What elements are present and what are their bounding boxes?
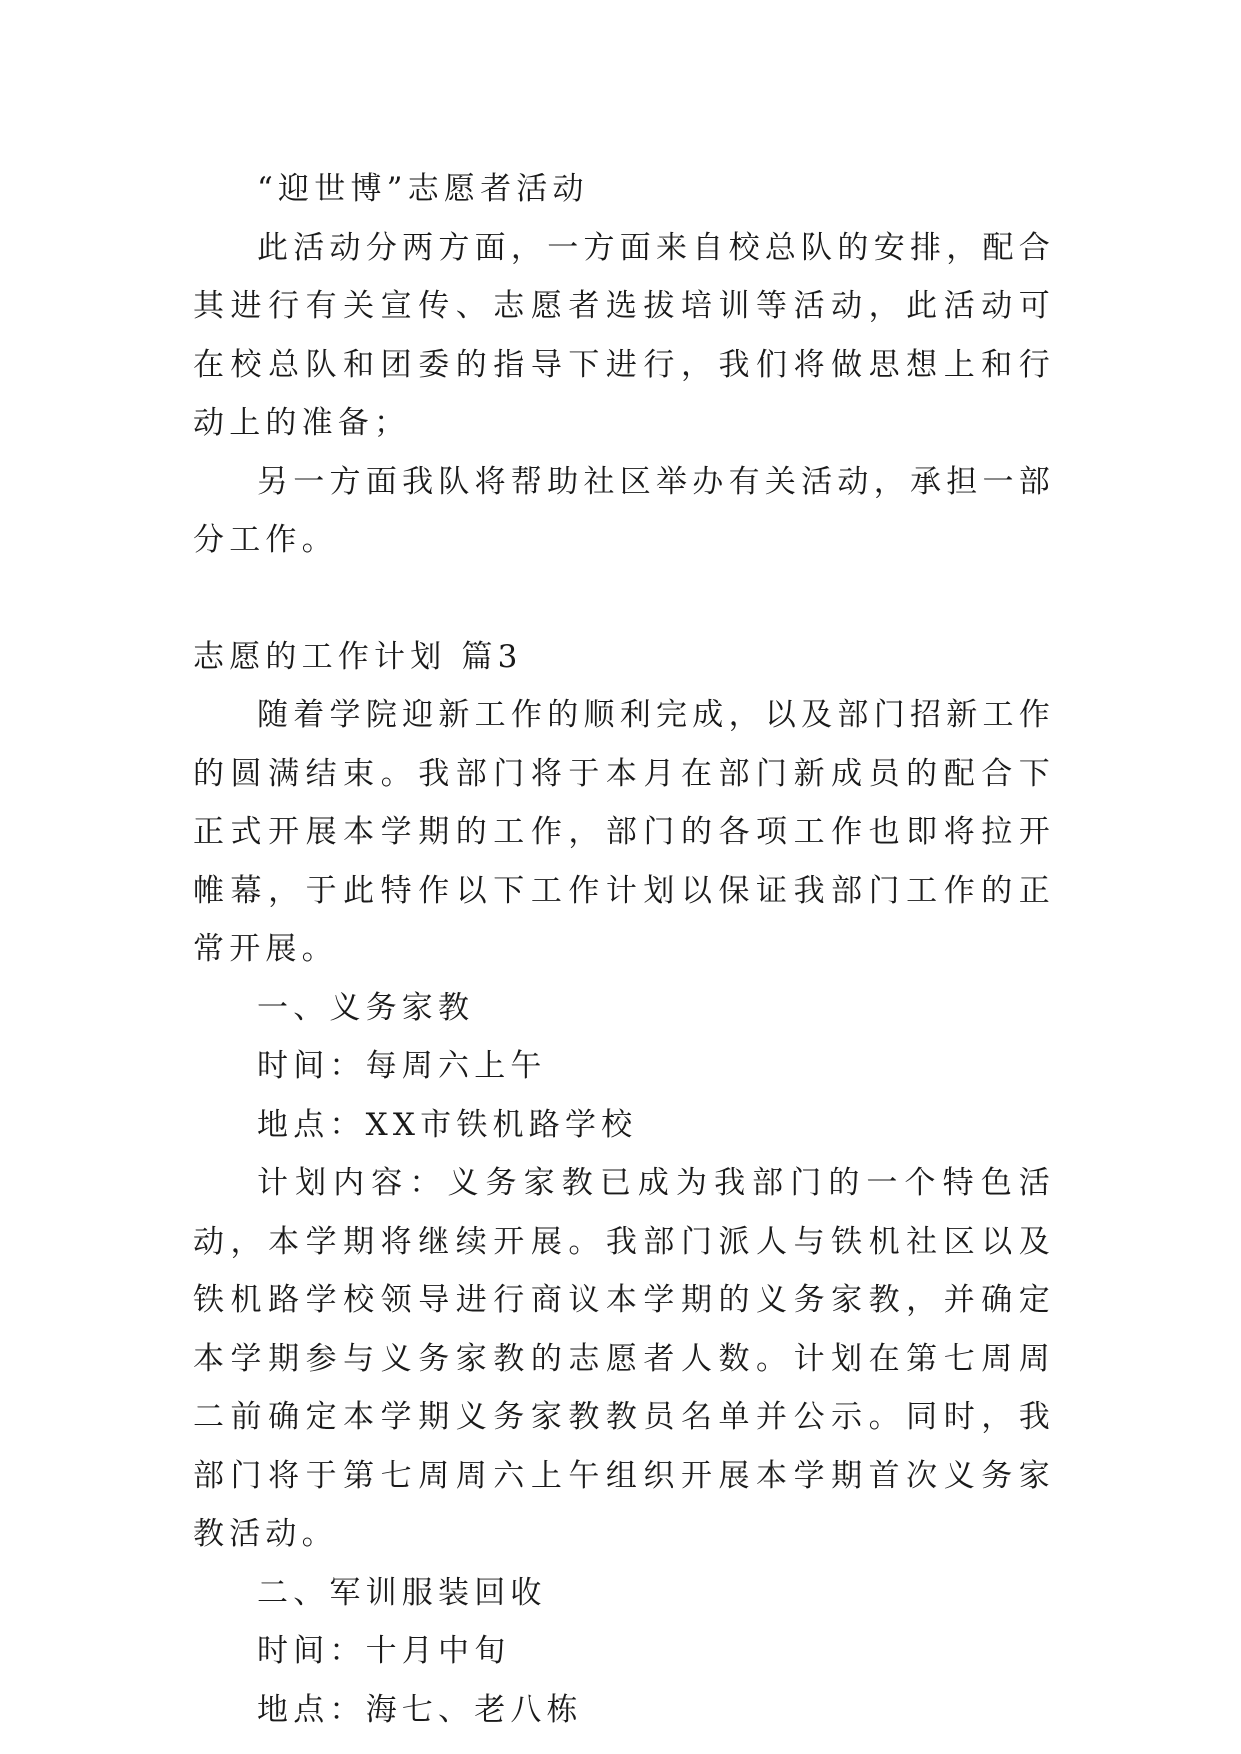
section-title: 志愿的工作计划 篇3	[193, 638, 523, 675]
item2-place: 地点：海七、老八栋	[257, 1691, 583, 1728]
document-page	[193, 160, 1055, 1739]
item1-place: 地点：XX市铁机路学校	[257, 1106, 638, 1143]
item2-heading: 二、军训服装回收	[257, 1574, 547, 1611]
item1-heading: 一、义务家教	[257, 989, 475, 1026]
activity-description: 此活动分两方面，一方面来自校总队的安排，配合其进行有关宣传、志愿者选拔培训等活动，此活动可在校总队和团委的指导下进行，我们将做思想上和行动上的准备；	[193, 229, 1055, 441]
section-spacer	[193, 570, 1055, 628]
item1-content: 计划内容：义务家教已成为我部门的一个特色活动，本学期将继续开展。我部门派人与铁机社区以及铁机路学校领导进行商议本学期的义务家教，并确定本学期参与义务家教的志愿者人数。计划在第七周周二前确定本学期义务家教教员名单并公示。同时，我部门将于第七周周六上午组织开展本学期首次义务家教活动。	[193, 1165, 1055, 1552]
item2-time: 时间：十月中旬	[257, 1633, 511, 1669]
activity-description-continued: 另一方面我队将帮助社区举办有关活动，承担一部分工作。	[193, 463, 1055, 558]
item1-time: 时间：每周六上午	[257, 1048, 547, 1084]
activity-title: “迎世博”志愿者活动	[257, 171, 589, 207]
intro-paragraph: 随着学院迎新工作的顺利完成，以及部门招新工作的圆满结束。我部门将于本月在部门新成员的配合下正式开展本学期的工作，部门的各项工作也即将拉开帷幕，于此特作以下工作计划以保证我部门工作的正常开展。	[193, 697, 1055, 967]
